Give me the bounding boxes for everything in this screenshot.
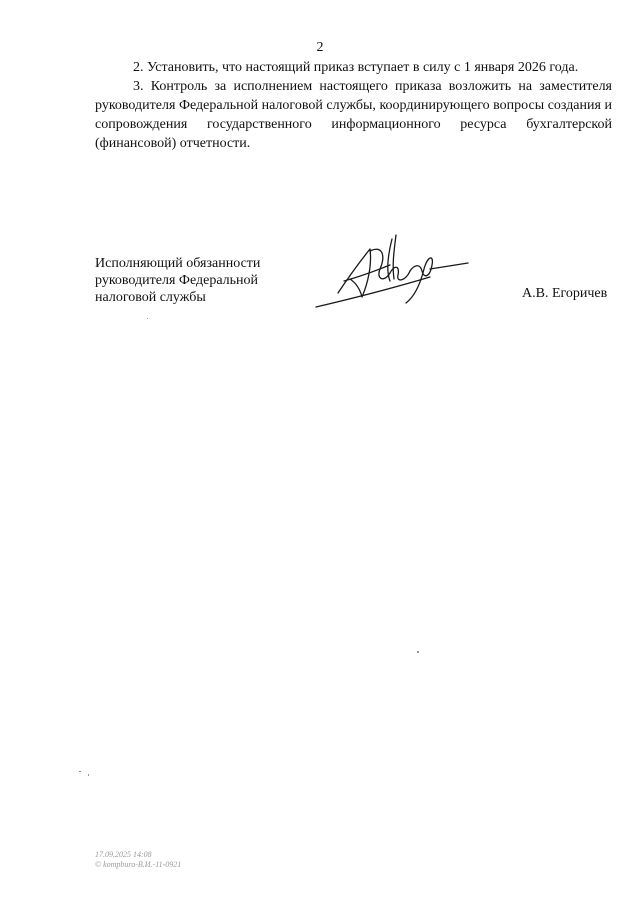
signatory-title-line: налоговой службы [95, 290, 206, 305]
scan-speck [417, 651, 419, 653]
signatory-title-line: Исполняющий обязанности [95, 256, 261, 271]
scan-speck [147, 318, 148, 319]
footer-timestamp: 17.09.2025 14:08 [95, 850, 152, 859]
document-body [95, 58, 612, 153]
footer-operator: © kompburo-В.И.-11-0921 [95, 860, 182, 869]
page-number: 2 [316, 40, 324, 55]
handwritten-signature [310, 225, 480, 315]
signatory-name: А.В. Егоричев [522, 286, 608, 301]
paragraph-control: 3. Контроль за исполнением настоящего приказа возложить на заместителя руководителя Федеральной налоговой службы, координирующего вопросы создания и сопровождения государственного информационного ресурса бухгалтерской (финансовой) отчетности. [95, 79, 612, 151]
document-footer [95, 850, 181, 870]
scan-speck [88, 774, 89, 776]
signatory-title-line: руководителя Федеральной [95, 273, 259, 288]
scan-speck [79, 771, 81, 772]
signatory-title [95, 255, 315, 306]
paragraph-effective-date: 2. Установить, что настоящий приказ вступает в силу с 1 января 2026 года. [133, 60, 579, 75]
